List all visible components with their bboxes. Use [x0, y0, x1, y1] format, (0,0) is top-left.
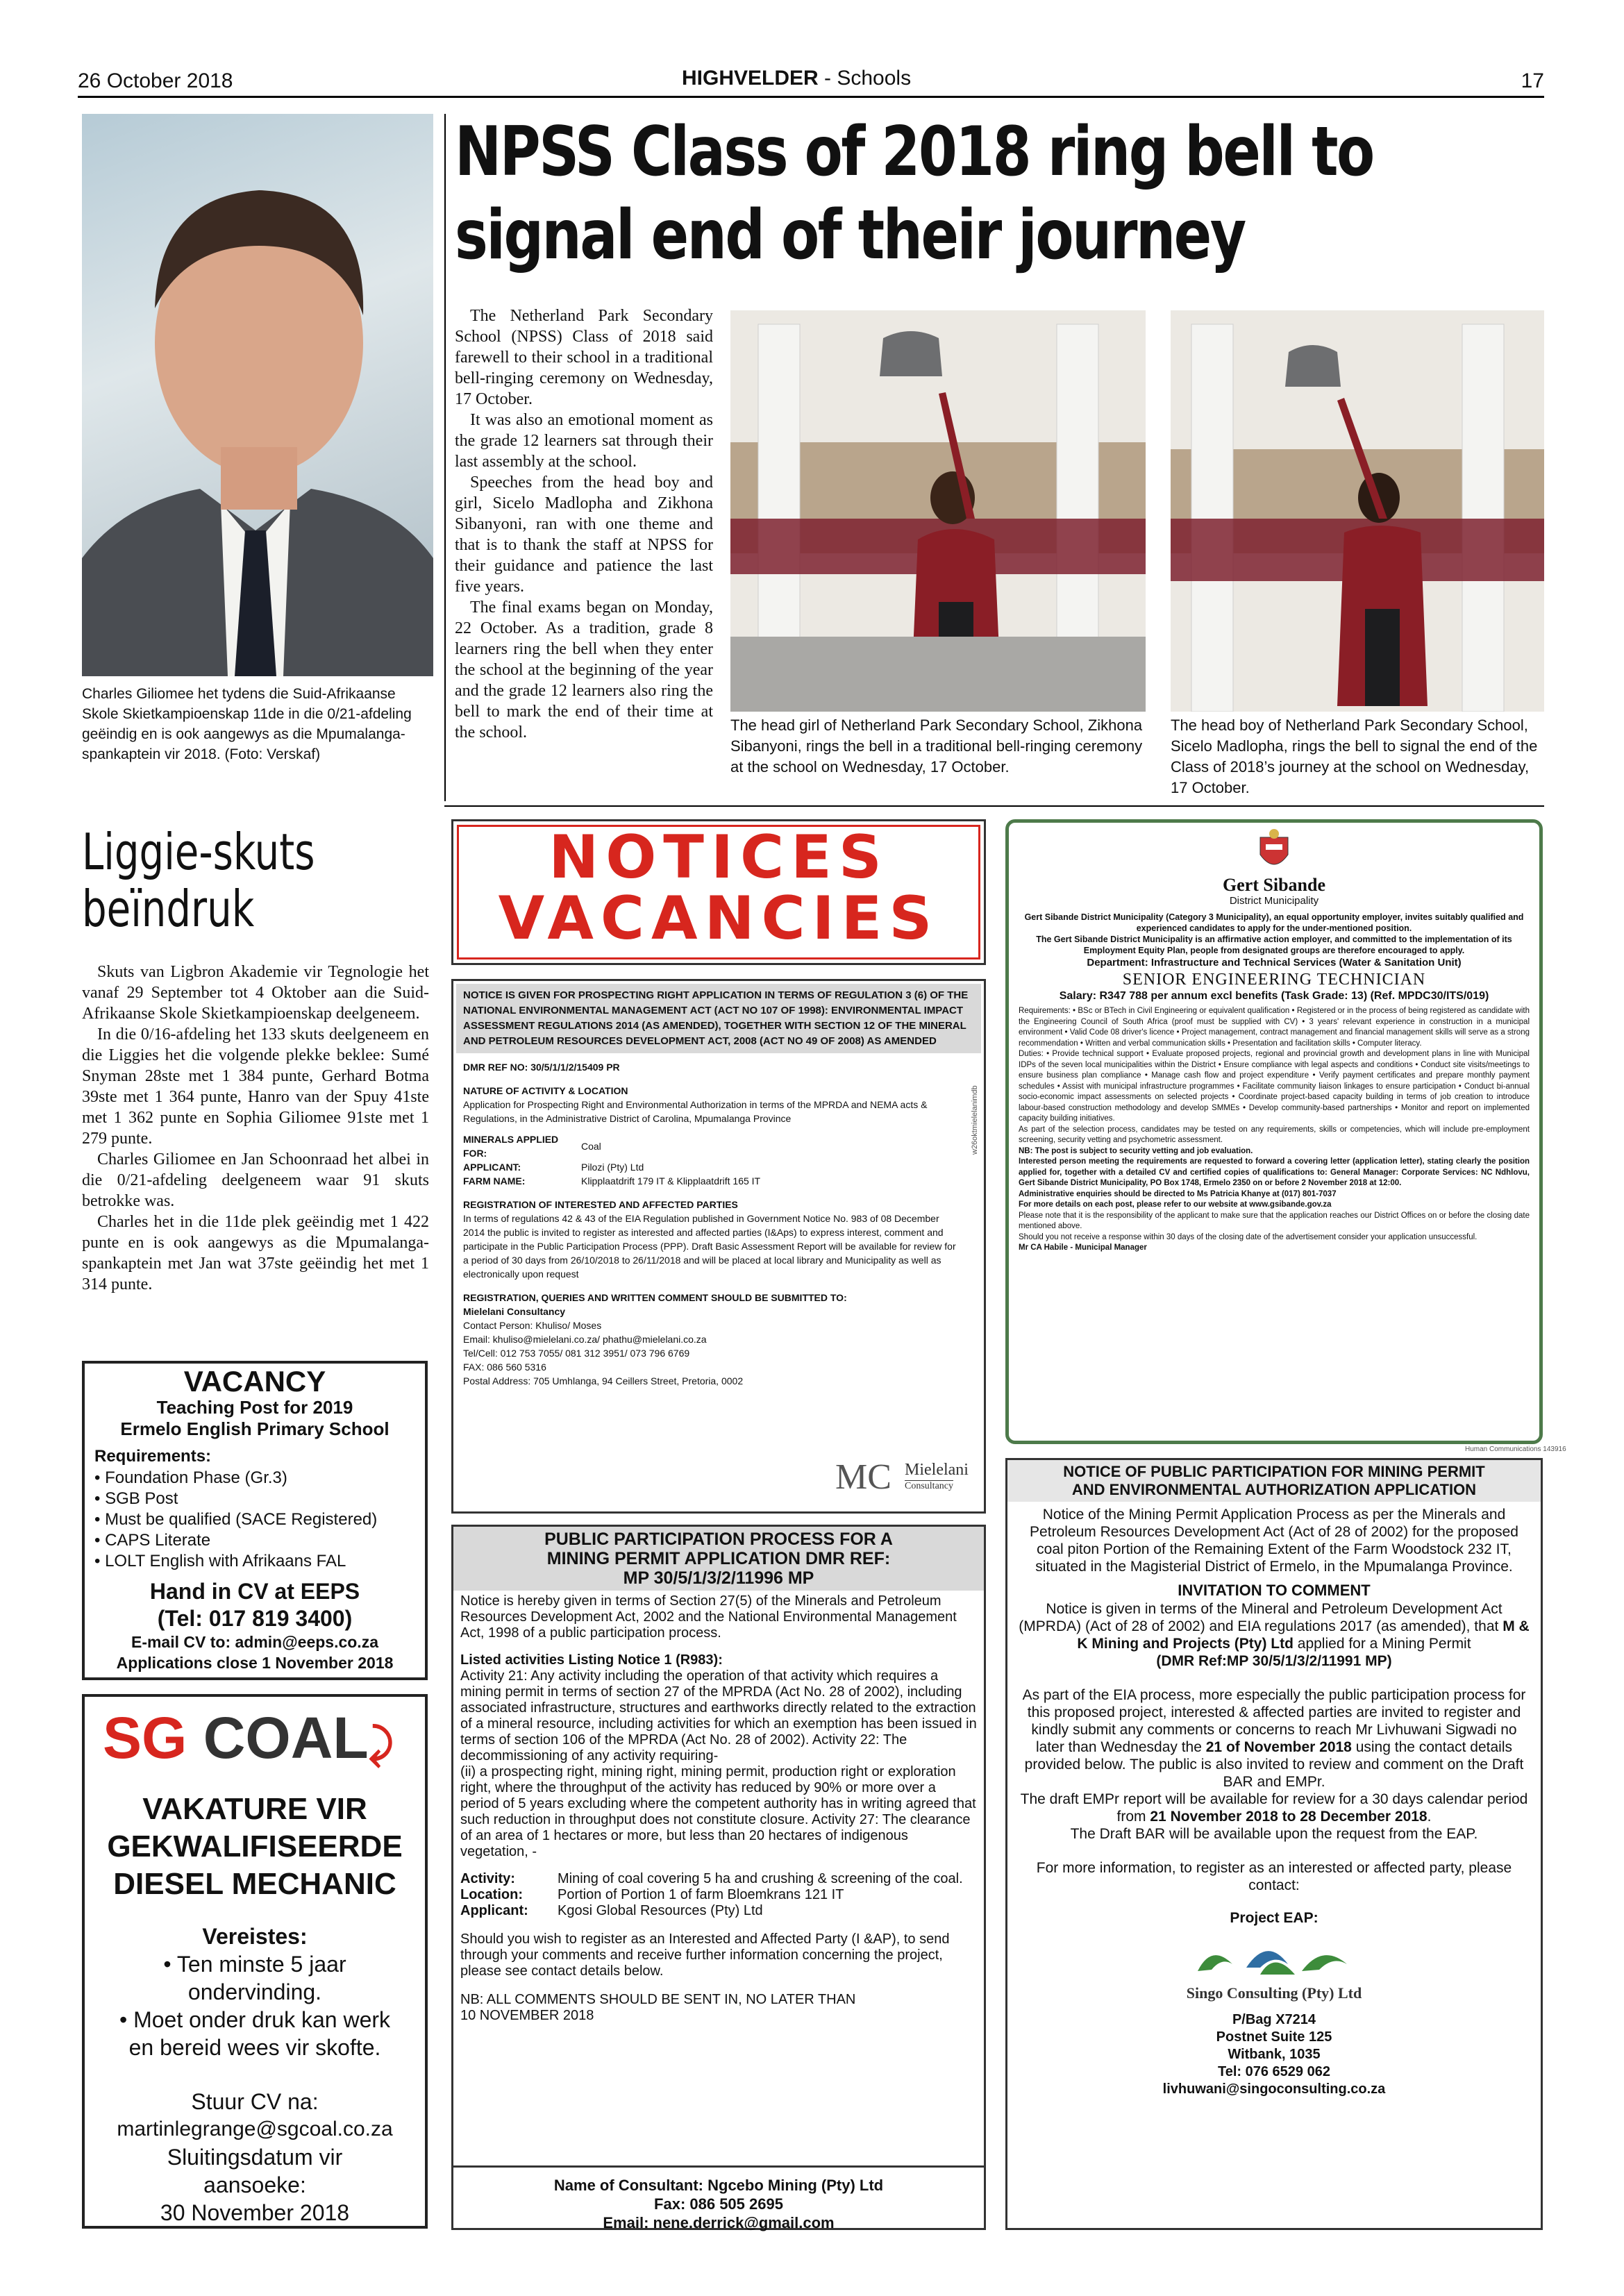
mielelani-nature: Application for Prospecting Right and Environmental Authorization in terms of the MPRDA and NEMA acts & Regulations, in the Administrative District of Carolina, Mpumalanga Province: [463, 1099, 928, 1124]
mielelani-details: MINERALS APPLIED FOR: Coal APPLICANT: Pilozi (Pty) Ltd FARM NAME: Klipplaatdrift 179 IT & Klipplaatdrift 165 IT: [463, 1134, 761, 1187]
portrait-photo: [82, 114, 433, 676]
gert-hc-code: Human Communications 143916: [1465, 1446, 1566, 1453]
vacancy-ad: [82, 1361, 428, 1680]
singo-empr: The draft EMPr report will be available for review for a 30 days calendar period from 21 November 2018 to 28 December 2018.: [1020, 1791, 1528, 1825]
gert-note: Please note that it is the responsibility of the applicant to make sure that the application reaches our District Offices on or before the closing date mentioned above.: [1019, 1211, 1530, 1230]
mielelani-notice: [451, 979, 986, 1514]
notices-banner: [451, 819, 986, 965]
singo-notice-text: Notice is given in terms of the Mineral and Petroleum Development Act (MPRDA) (Act of 28 of 2002) and EIA regulations 2017 (as amended), that M & K Mining and Projects (Pty) Ltd applied for a Mining Permit (DMR Ref:MP 30/5/1/3/2/11991 MP): [1019, 1601, 1530, 1669]
portrait-illustration: [82, 114, 433, 676]
gert-duties: Duties: • Provide technical support • Evaluate proposed projects, regional and provincial growth and development plans in line with Municipal IDPs of the seven local municipalities within the District • Ensure compliance with legal aspects and conditions • Conduct site visits/meetings to ensure business plan compliance • Manage cash flow and project expenditure • Verify payment certificates and prepare monthly payment schedules • Assist with municipal infrastructure programmes • Facilitate community liaison linkages to ensure participation • Conduct bi-annual socio-economic impact assessments on selected projects • Coordinate project-based capacity building in terms of job creation to introduce labour-based construction methodology and develop SMMEs • Develop community-based partnerships • Monitor and report on implemented capacity building initiatives.: [1019, 1050, 1530, 1123]
sgcoal-title-1: VAKATURE VIR: [142, 1792, 367, 1826]
gert-intro-1: Gert Sibande District Municipality (Category 3 Municipality), an equal opportunity employer, invites suitably qualified and experienced candidates to apply for the under-mentioned position.: [1024, 912, 1524, 933]
photo-head-boy: [1171, 310, 1544, 712]
mielelani-heading: NOTICE IS GIVEN FOR PROSPECTING RIGHT APPLICATION IN TERMS OF REGULATION 3 (6) OF THE NATIONAL ENVIRONMENTAL MANAGEMENT ACT (ACT NO 107 OF 1998): ENVIRONMENTAL IMPACT ASSESSMENT REGULATIONS 2014 (AS AMENDED), TOGETHER WITH SECTION 12 OF THE MINERAL AND PETROLEUM RESOURCES DEVELOPMENT ACT, 2008 (ACT NO 49 OF 2008) AS AMENDED: [456, 984, 981, 1053]
vacancy-req-item: • SGB Post: [94, 1489, 178, 1508]
bell-ceremony-illustration: [730, 310, 1146, 712]
singo-logo-text: Singo Consulting (Pty) Ltd: [1186, 1984, 1362, 2002]
sgcoal-closing: Sluitingsdatum vir aansoeke: 30 November 2018: [160, 2145, 350, 2225]
mielelani-side-code: w26oktmielelanimdb: [971, 1085, 979, 1155]
vacancy-req-list: [94, 1468, 415, 1572]
gert-intro-2: The Gert Sibande District Municipality is an affirmative action employer, and committed to the implementation of its Employment Equity Plan, people from designated groups are therefore encouraged to apply.: [1036, 935, 1512, 955]
gert-interested: Interested person meeting the requirements are requested to forward a covering letter (application letter), stating clearly the position applied for, together with a detailed CV and certified copies of qualifications to: General Manager: Corporate Services: NC Ndhlovu, Gert Sibande District Municipality, PO Box 1748, Ermelo 2350 on or before 2 November 2018 at 12:00.: [1019, 1157, 1530, 1187]
gert-requirements: Requirements: • BSc or BTech in Civil Engineering or equivalent qualification • Registered or in the process of being registered as candidate with the Engineering Council of South Africa (proof must be supplied with CV) • 3 years' relevant experience in construction in a municipal environment • Valid Code 08 driver's licence • Project management, contract management and financial management skills will serve as a strong recommendation • Written and verbal communication skills • Presentation and facilitation skills • Computer literacy.: [1019, 1007, 1530, 1048]
portrait-caption: Charles Giliomee het tydens die Suid-Afrikaanse Skole Skietkampioenskap 11de in die 0/21-afdeling geëindig en is ook aangewys as die Mpumalanga-spankaptein vir 2018. (Foto: Verskaf): [82, 686, 412, 762]
singo-intro: Notice of the Mining Permit Application Process as per the Minerals and Petroleum Resources Development Act (Act of 28 of 2002) for the proposed coal piton Portion of the Remaining Extent of the Farm Woodstock 232 IT, situated in the Magisterial District of Ermelo, in the Mpumalanga Province.: [1030, 1507, 1518, 1575]
ppp-activities-cont: (ii) a prospecting right, mining right, mining permit, production right or exploration right, where the throughput of the activity has reduced by 90% or more over a period of 5 years excluding where the competent authority has in writing agreed that such reduction in throughput does not constitute closure. Activity 27: The clearance of an area of 1 hectares or more, but less than 20 hectares of indigenous vegetation, -: [460, 1764, 976, 1859]
mielelani-reg: In terms of regulations 42 & 43 of the EIA Regulation published in Government Notice No. 983 of 08 December 2014 the public is invited to register as interested and affected parties (I&Aps) to express interest, comment and participate in the Public Participation Process (PPP). Draft Basic Assessment Report will be available for review for a period of 30 days from 26/10/2018 to 26/11/2018 and will be placed at local library and Municipality as well as electronically upon request: [463, 1213, 956, 1280]
gert-selection: As part of the selection process, candidates may be tested on any requirements, skills or competencies, which will include pre-employment screening, security vetting and psychometric assessment.: [1019, 1125, 1530, 1144]
sgcoal-logo: SG COAL⤸: [103, 1705, 394, 1770]
singo-invitation: INVITATION TO COMMENT: [1178, 1582, 1371, 1599]
photo-head-girl: [730, 310, 1146, 712]
headline-line-1: NPSS Class of 2018 ring bell to: [455, 112, 1373, 192]
vacancy-tel: (Tel: 017 819 3400): [157, 1606, 353, 1631]
gert-should: Should you not receive a response within 30 days of the closing date of the advertisement consider your application unsuccessful.: [1019, 1232, 1477, 1241]
vacancy-title: VACANCY: [183, 1365, 326, 1398]
gert-web: For more details on each post, please refer to our website at www.gsibande.gov.za: [1019, 1200, 1332, 1209]
liggie-paragraph: In die 0/16-afdeling het 133 skuts deelgeneem en die Liggies het die volgende plekke beklee: Sumé Snyman 28ste met 1 384 punte, Gerhard Botma 39ste met 1 364 punte, Hanro van der Spuy 41ste met 1 362 punte en Sophia Giliomee 91ste met 1 279 punte.: [82, 1025, 429, 1148]
singo-eap-label: Project EAP:: [1230, 1910, 1319, 1926]
mielelani-dmr: DMR REF NO: 30/5/1/1/2/15409 PR: [463, 1062, 620, 1073]
vacancy-req-item: • LOLT English with Afrikaans FAL: [94, 1552, 346, 1570]
coat-of-arms-icon: [1019, 827, 1530, 875]
vacancy-req-label: Requirements:: [94, 1447, 212, 1466]
mielelani-logo: MC Mielelani Consultancy: [835, 1457, 969, 1497]
liggie-title-line: beïndruk: [82, 880, 255, 938]
article-paragraph: The final exams began on Monday, 22 October. As a tradition, grade 8 learners ring the bell when they enter the school at the beginning of the year and the grade 12 learners also ring the bell to mark the end of their time at the school.: [455, 598, 713, 741]
gert-name: Gert Sibande: [1222, 875, 1326, 895]
mielelani-contacts: Mielelani Consultancy Contact Person: Khuliso/ Moses Email: khuliso@mielelani.co.za/ phathu@mielelani.co.za Tel/Cell: 012 753 7055/ 081 312 3951/ 073 796 6769 FAX: 086 560 5316 Postal Address: 705 Umhlanga, 94 Ceillers Street, Pretoria, 0002: [463, 1306, 744, 1386]
article-paragraph: The Netherland Park Secondary School (NPSS) Class of 2018 said farewell to their school in a traditional bell-ringing ceremony on Wednesday, 17 October.: [455, 307, 713, 408]
notices-label: NOTICES: [549, 823, 889, 892]
ppp-activities: Activity 21: Any activity including the operation of that activity which requires a mining permit in terms of section 27 of the MPRDA (Act No. 28 of 2002), including associated infrastructure, structures and earthworks directly related to the extraction of a mineral resource, including activities for which an exemption has been issued in terms of section 106 of the MPRDA (Act No. 28 of 2002). Activity 22: The decommissioning of any activity requiring-: [460, 1668, 977, 1763]
vacancy-hand-in: Hand in CV at EEPS: [149, 1579, 360, 1604]
ppp-nb: NB: ALL COMMENTS SHOULD BE SENT IN, NO LATER THAN 10 NOVEMBER 2018: [460, 1992, 856, 2023]
masthead: HIGHVELDER - Schools: [682, 67, 912, 90]
caption-head-girl: The head girl of Netherland Park Secondary School, Zikhona Sibanyoni, rings the bell in a traditional bell-ringing ceremony at the school on Wednesday, 17 October.: [730, 717, 1143, 776]
ppp-consultant: Name of Consultant: Ngcebo Mining (Pty) Ltd Fax: 086 505 2695 Email: nene.derrick@gmail.com: [453, 2165, 984, 2228]
singo-eia: As part of the EIA process, more especially the public participation process for this proposed project, interested & affected parties are invited to register and kindly submit any comments or concerns to reach Mr Livhuwani Sigwadi no later than Wednesday the 21 of November 2018 using the contact details provided below. The public is also invited to review and comment on the Draft BAR and EMPr.: [1022, 1687, 1526, 1790]
caption-head-boy: The head boy of Netherland Park Secondary School, Sicelo Madlopha, rings the bell to signal the end of the Class of 2018’s journey at the school on Wednesday, 17 October.: [1171, 717, 1538, 796]
singo-heading: NOTICE OF PUBLIC PARTICIPATION FOR MINING PERMIT AND ENVIRONMENTAL AUTHORIZATION APPLICATION: [1007, 1460, 1541, 1502]
liggie-paragraph: Skuts van Ligbron Akademie vir Tegnologie het vanaf 29 September tot 4 Oktober aan die Suid-Afrikaanse Skole Skietkampioenskap deelgeneem.: [82, 963, 429, 1023]
column-rule: [444, 114, 446, 801]
article-paragraph: Speeches from the head boy and girl, Sicelo Madlopha and Zikhona Sibanyoni, ran with one theme and that is to thank the staff at NPSS for their guidance and patience the last five years.: [455, 474, 713, 596]
sgcoal-email: martinlegrange@sgcoal.co.za: [117, 2118, 393, 2140]
gert-dm: District Municipality: [1229, 895, 1319, 907]
sgcoal-title-2: GEKWALIFISEERDE: [107, 1829, 403, 1863]
vacancy-subtitle: Teaching Post for 2019: [156, 1397, 353, 1418]
liggie-title-line: Liggie-skuts: [82, 823, 315, 881]
sgcoal-title-3: DIESEL MECHANIC: [113, 1867, 396, 1901]
article-body: [455, 305, 713, 743]
issue-date: 26 October 2018: [78, 69, 233, 92]
singo-logo-icon: [1016, 1936, 1532, 1985]
vacancy-closing: Applications close 1 November 2018: [116, 1654, 394, 1672]
gert-department: Department: Infrastructure and Technical Services (Water & Sanitation Unit): [1087, 957, 1462, 969]
mielelani-nature-heading: NATURE OF ACTIVITY & LOCATION: [463, 1085, 628, 1096]
gert-salary: Salary: R347 788 per annum excl benefits (Task Grade: 13) (Ref. MPDC30/ITS/019): [1059, 990, 1489, 1002]
ppp-body: [453, 1591, 984, 2027]
page-number: 17: [1521, 69, 1544, 92]
bell-ceremony-illustration: [1171, 310, 1544, 712]
sgcoal-send-label: Stuur CV na:: [191, 2089, 319, 2114]
ppp-details: Activity: Mining of coal covering 5 ha and crushing & screening of the coal. Location: Portion of Portion 1 of farm Bloemkrans 121 IT Applicant: Kgosi Global Resources (Pty) Ltd: [460, 1871, 963, 1918]
ppp-intro: Notice is hereby given in terms of Section 27(5) of the Minerals and Petroleum Resources Development Act, 2002 and the National Environmental Management Act, 1998 of a public participation process.: [460, 1593, 957, 1641]
sgcoal-req-label: Vereistes:: [202, 1924, 308, 1949]
gert-admin: Administrative enquiries should be directed to Ms Patricia Khanye at (017) 801-7037: [1019, 1189, 1337, 1198]
sgcoal-req-2: • Moet onder druk kan werk en bereid wees vir skofte.: [119, 2007, 391, 2060]
ppp-listed-heading: Listed activities Listing Notice 1 (R983):: [460, 1652, 723, 1668]
section-rule: [444, 805, 1544, 807]
singo-address: P/Bag X7214 Postnet Suite 125 Witbank, 1035 Tel: 076 6529 062 livhuwani@singoconsulting.co.za: [1162, 2012, 1386, 2097]
mielelani-submit-heading: REGISTRATION, QUERIES AND WRITTEN COMMENT SHOULD BE SUBMITTED TO:: [463, 1292, 847, 1303]
gert-position: SENIOR ENGINEERING TECHNICIAN: [1122, 971, 1426, 989]
sgcoal-ad: [82, 1694, 428, 2229]
ppp-register: Should you wish to register as an Interested and Affected Party (I &AP), to send through your comments and receive further information concerning the project, please see contact details below.: [460, 1932, 950, 1979]
vacancies-label: VACANCIES: [498, 884, 939, 953]
sgcoal-req-1: • Ten minste 5 jaar ondervinding.: [163, 1952, 346, 2004]
ppp-notice: [451, 1525, 986, 2230]
liggie-paragraph: Charles het in die 11de plek geëindig met 1 422 punte en is ook aangewys as die Mpumalanga-spankaptein met Jan wat 37ste geëindig het met 1 314 punte.: [82, 1213, 429, 1293]
ppp-heading: PUBLIC PARTICIPATION PROCESS FOR A MINING PERMIT APPLICATION DMR REF: MP 30/5/1/3/2/11996 MP: [453, 1527, 984, 1591]
vacancy-req-item: • CAPS Literate: [94, 1531, 211, 1550]
gert-sibande-ad: [1005, 819, 1543, 1444]
vacancy-req-item: • Must be qualified (SACE Registered): [94, 1510, 378, 1529]
gert-manager: Mr CA Habile - Municipal Manager: [1019, 1243, 1147, 1252]
mielelani-reg-heading: REGISTRATION OF INTERESTED AND AFFECTED PARTIES: [463, 1199, 738, 1210]
article-paragraph: It was also an emotional moment as the grade 12 learners sat through their last assembly at the school.: [455, 411, 713, 471]
liggie-paragraph: Charles Giliomee en Jan Schoonraad het albei in die 0/21-afdeling deelgeneem waar 91 skuts betrokke was.: [82, 1150, 429, 1210]
vacancy-email: E-mail CV to: admin@eeps.co.za: [131, 1633, 378, 1651]
liggie-title: [82, 823, 450, 937]
vacancy-req-item: • Foundation Phase (Gr.3): [94, 1468, 287, 1487]
gert-nb: NB: The post is subject to security vetting and job evaluation.: [1019, 1146, 1253, 1155]
singo-bar: The Draft BAR will be available upon the request from the EAP.: [1070, 1826, 1478, 1842]
headline-line-2: signal end of their journey: [455, 196, 1245, 275]
singo-notice: [1005, 1458, 1543, 2230]
liggie-body: [82, 962, 429, 1295]
vacancy-school: Ermelo English Primary School: [120, 1418, 390, 1439]
singo-more-info: For more information, to register as an interested or affected party, please contact:: [1036, 1860, 1512, 1893]
gert-body: [1019, 1006, 1530, 1254]
header-rule: [78, 96, 1544, 98]
page-header: [78, 67, 1544, 94]
